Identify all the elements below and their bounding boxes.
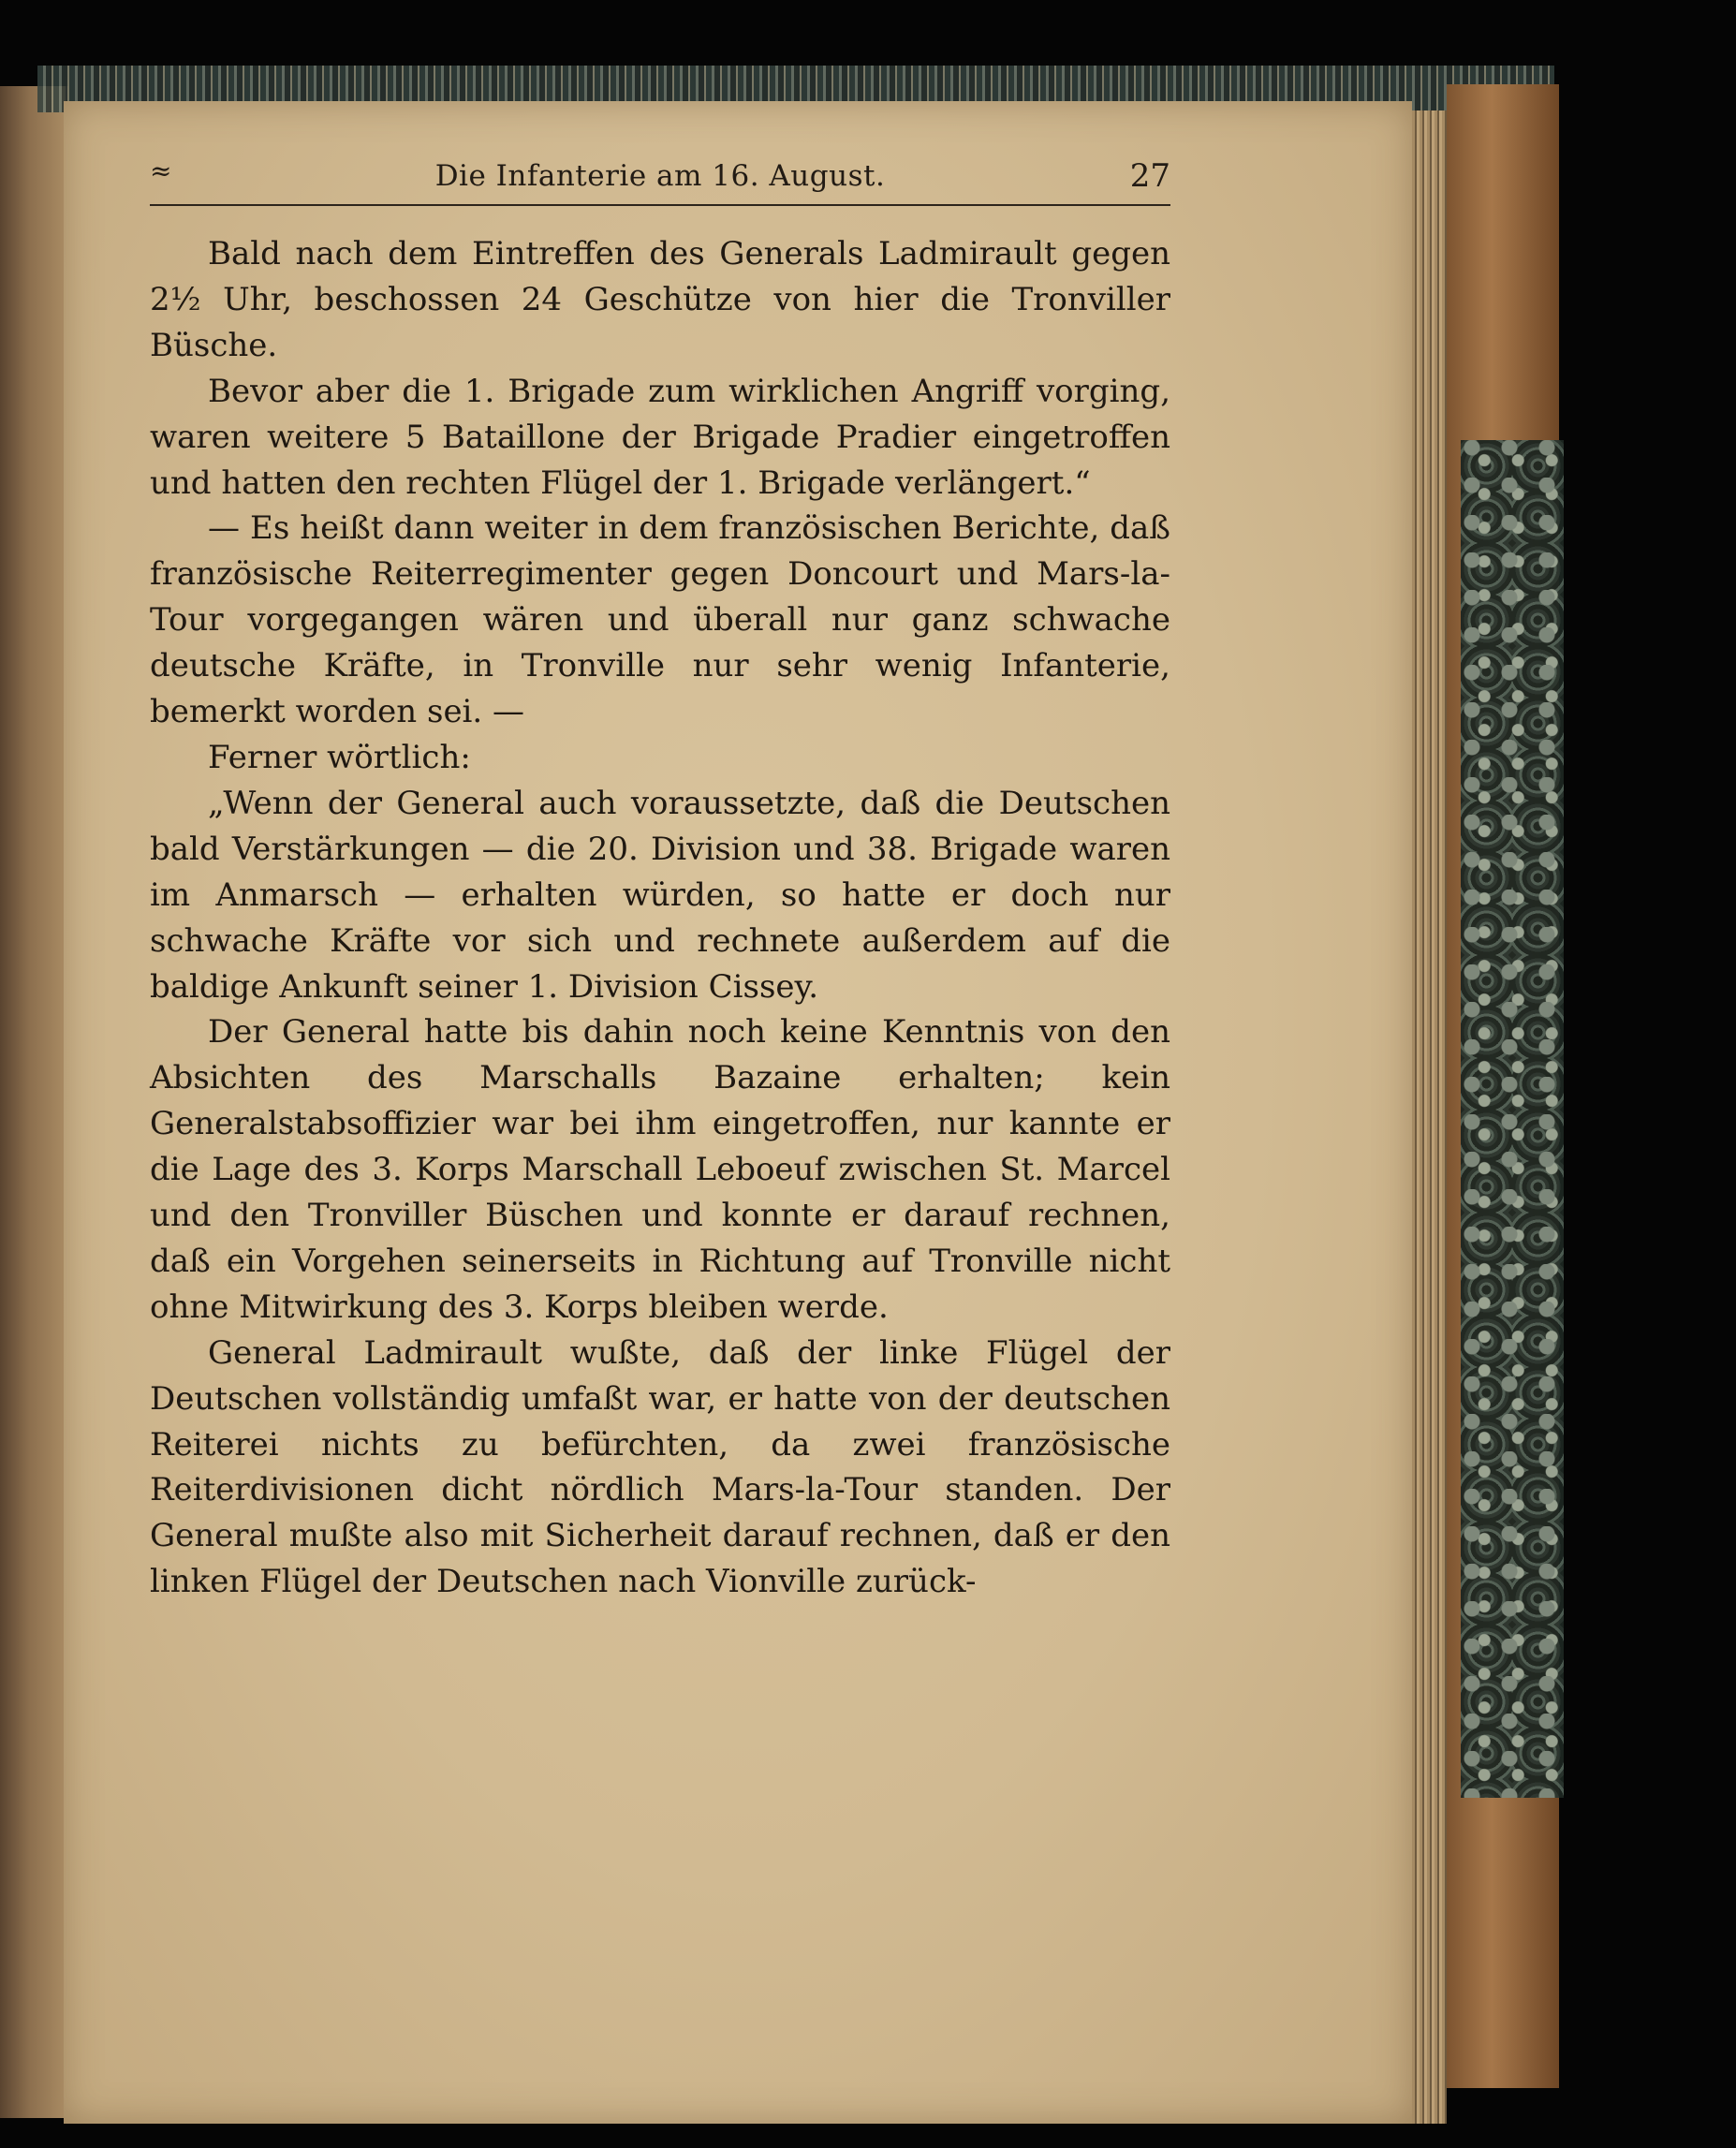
running-header [150,148,1170,206]
previous-page-edge [0,86,68,2118]
paragraph: General Ladmirault wußte, daß der linke Flügel der Deutschen vollständig umfaßt war, er hatte von der deutschen Reiterei nichts zu befürchten, da zwei französische Reiterdivisionen dicht nördlich Mars-la-Tour standen. Der General mußte also mit Sicherheit darauf rechnen, daß er den linken Flügel der Deutschen nach Vionville zurück- [150,1333,1170,1601]
paragraph: Bevor aber die 1. Brigade zum wirklichen Angriff vorging, waren weitere 5 Bataillone der Brigade Pradier eingetroffen und hatten den rechten Flügel der 1. Brigade verlängert.“ [150,372,1170,502]
running-header-mark: ≈ [150,155,172,186]
paragraph: — Es heißt dann weiter in dem französischen Berichte, daß französische Reiterregimenter gegen Doncourt und Mars-la-Tour vorgegangen wären und überall nur ganz schwache deutsche Kräfte, in Tronville nur sehr wenig Infanterie, bemerkt worden sei. — [150,509,1170,731]
running-title: Die Infanterie am 16. August. [434,159,886,193]
page-number: 27 [1129,157,1170,195]
paragraph: Ferner wörtlich: [208,738,471,776]
paragraph: Der General hatte bis dahin noch keine Kenntnis von den Absichten des Marschalls Bazaine erhalten; kein Generalstabsoffizier war bei ihm eingetroffen, nur kannte er die Lage des 3. Korps Marschall Leboeuf zwischen St. Marcel und den Tronviller Büschen und konnte er darauf rechnen, daß ein Vorgehen seinerseits in Richtung auf Tronville nicht ohne Mitwirkung des 3. Korps bleiben werde. [150,1013,1170,1326]
page-body-text [150,231,1170,1605]
marbled-board [1461,440,1564,1798]
paragraph: Bald nach dem Eintreffen des Generals Ladmirault gegen 2½ Uhr, beschossen 24 Geschütze von hier die Tronviller Büsche. [150,235,1170,364]
paragraph: „Wenn der General auch voraussetzte, daß die Deutschen bald Verstärkungen — die 20. Division und 38. Brigade waren im Anmarsch — erhalten würden, so hatte er doch nur schwache Kräfte vor sich und rechnete außerdem auf die baldige Ankunft seiner 1. Division Cissey. [150,784,1170,1006]
